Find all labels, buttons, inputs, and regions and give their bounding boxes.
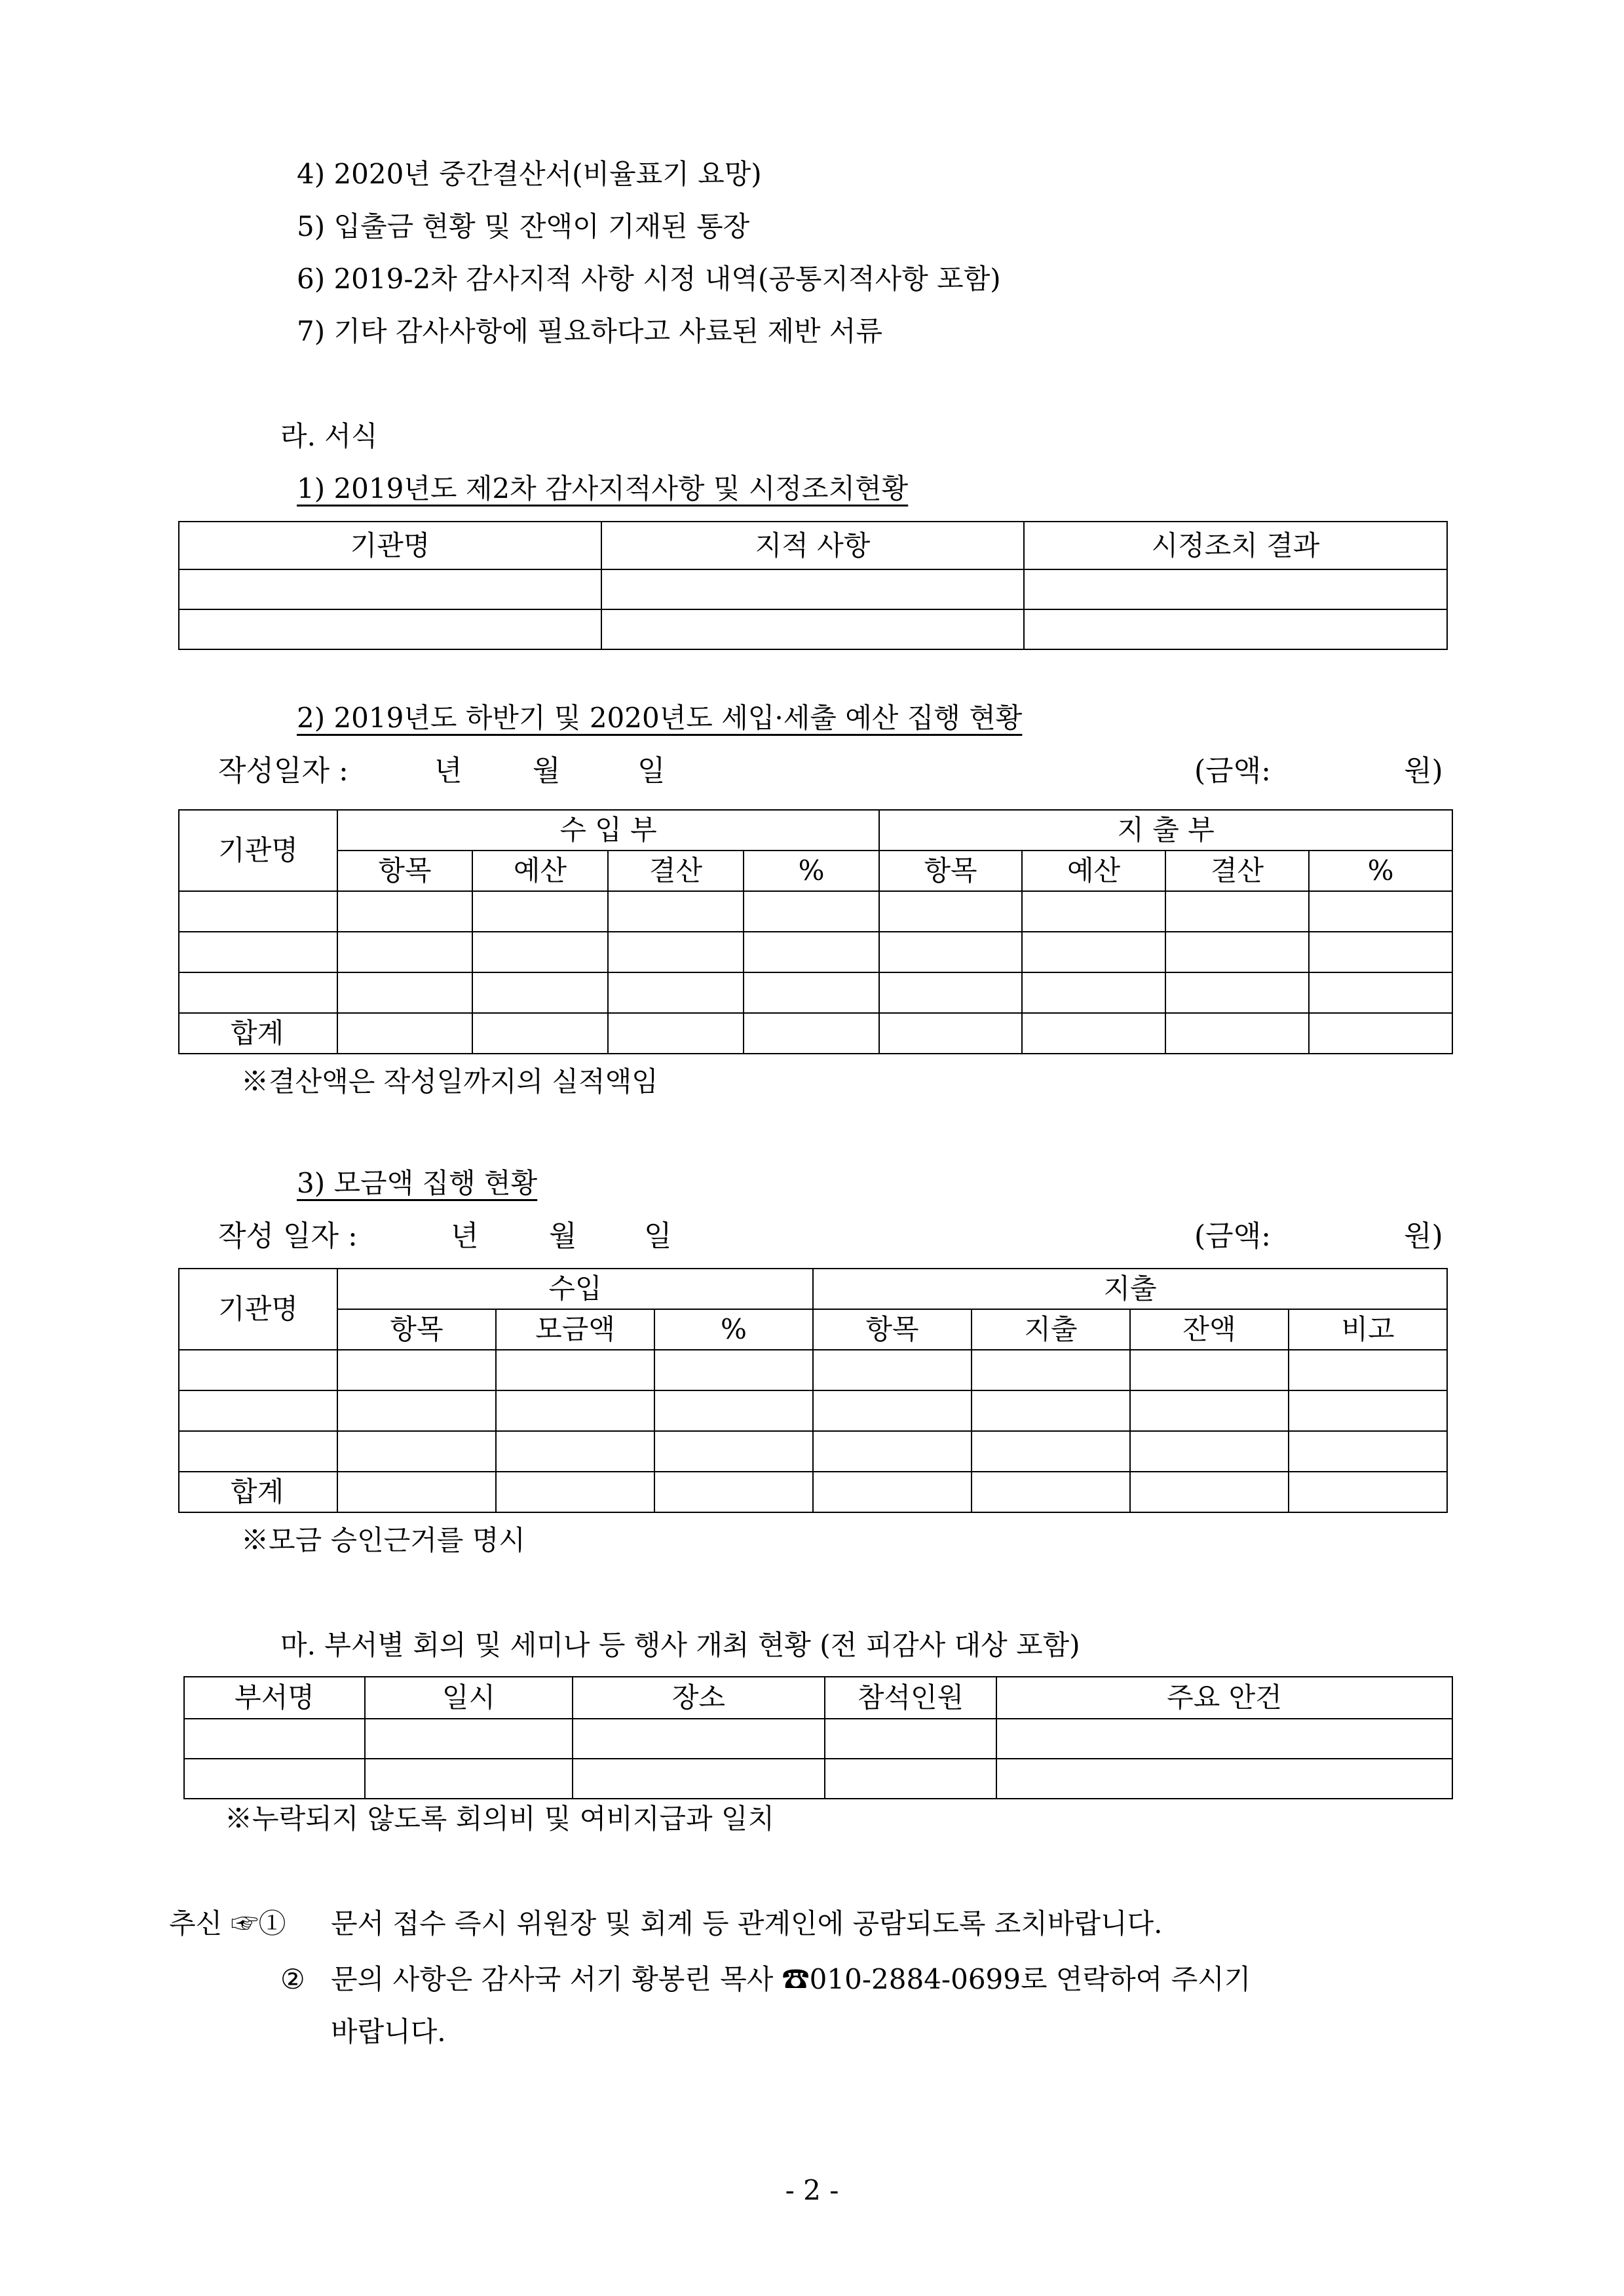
table-row xyxy=(179,972,1452,1013)
header-attendees: 참석인원 xyxy=(825,1677,996,1719)
table-row xyxy=(179,891,1452,932)
form3-year-label: 년 xyxy=(451,1219,479,1253)
header-findings: 지적 사항 xyxy=(601,522,1024,569)
subheader-budget: 예산 xyxy=(1022,851,1165,891)
form3-date-label: 작성 일자 : xyxy=(218,1219,358,1253)
form2-title: 2) 2019년도 하반기 및 2020년도 세입·세출 예산 집행 현황 xyxy=(297,702,1023,734)
form3-amount-label: (금액: xyxy=(1194,1219,1271,1253)
form2-day-label: 일 xyxy=(637,754,666,788)
requirement-item: 5) 입출금 현황 및 잔액이 기재된 통장 xyxy=(297,210,750,242)
form2-note: ※결산액은 작성일까지의 실적액임 xyxy=(241,1065,658,1098)
header-agenda: 주요 안건 xyxy=(996,1677,1452,1719)
subheader-item: 항목 xyxy=(813,1309,972,1350)
events-note: ※누락되지 않도록 회의비 및 여비지급과 일치 xyxy=(225,1803,775,1835)
header-department: 부서명 xyxy=(184,1677,365,1719)
subheader-expenditure: 지출 xyxy=(972,1309,1130,1350)
table-row xyxy=(184,1759,1452,1799)
subheader-percent: % xyxy=(744,851,879,891)
audit-correction-table xyxy=(178,521,1448,650)
form2-year-label: 년 xyxy=(434,754,463,788)
form2-month-label: 월 xyxy=(533,754,561,788)
requirement-item: 7) 기타 감사사항에 필요하다고 사료된 제반 서류 xyxy=(297,315,883,347)
table-row xyxy=(179,1390,1447,1431)
table-row xyxy=(179,932,1452,972)
table-row xyxy=(179,1431,1447,1472)
subheader-budget: 예산 xyxy=(472,851,608,891)
form3-note: ※모금 승인근거를 명시 xyxy=(241,1524,525,1556)
section-title-forms: 라. 서식 xyxy=(280,420,378,452)
header-correction-result: 시정조치 결과 xyxy=(1024,522,1447,569)
header-venue: 장소 xyxy=(573,1677,825,1719)
total-label: 합계 xyxy=(179,1472,337,1512)
budget-execution-table xyxy=(178,809,1453,1054)
section-title-events: 마. 부서별 회의 및 세미나 등 행사 개최 현황 (전 피감사 대상 포함) xyxy=(280,1629,1080,1661)
postscript-label: 추신 ☞① xyxy=(169,1907,286,1940)
postscript-marker2: ② xyxy=(280,1963,305,1995)
header-org: 기관명 xyxy=(179,522,601,569)
subheader-balance: 잔액 xyxy=(1130,1309,1289,1350)
form3-day-label: 일 xyxy=(644,1219,672,1253)
form3-title: 3) 모금액 집행 현황 xyxy=(297,1167,538,1199)
subheader-raised-amount: 모금액 xyxy=(496,1309,654,1350)
header-expense: 지 출 부 xyxy=(879,810,1452,851)
subheader-item: 항목 xyxy=(337,1309,496,1350)
total-label: 합계 xyxy=(179,1013,337,1054)
header-datetime: 일시 xyxy=(365,1677,573,1719)
subheader-settlement: 결산 xyxy=(608,851,744,891)
table-row xyxy=(179,609,1447,649)
table-row xyxy=(184,1719,1452,1759)
form2-amount-unit: 원) xyxy=(1404,754,1443,788)
subheader-percent: % xyxy=(654,1309,813,1350)
fundraising-execution-table xyxy=(178,1268,1448,1513)
table-row xyxy=(179,569,1447,609)
postscript-line1: 문서 접수 즉시 위원장 및 회계 등 관계인에 공람되도록 조치바랍니다. xyxy=(331,1907,1163,1940)
subheader-item: 항목 xyxy=(879,851,1022,891)
subheader-item: 항목 xyxy=(337,851,472,891)
page-number: - 2 - xyxy=(785,2174,839,2206)
event-status-table xyxy=(183,1676,1453,1799)
header-income: 수입 xyxy=(337,1269,813,1309)
postscript-line3: 바랍니다. xyxy=(331,2016,446,2048)
header-org: 기관명 xyxy=(179,810,337,891)
requirement-item: 6) 2019-2차 감사지적 사항 시정 내역(공통지적사항 포함) xyxy=(297,263,1001,295)
form3-amount-unit: 원) xyxy=(1404,1219,1443,1253)
subheader-percent: % xyxy=(1309,851,1452,891)
form2-date-label: 작성일자 : xyxy=(218,754,349,788)
header-income: 수 입 부 xyxy=(337,810,879,851)
postscript-line2: 문의 사항은 감사국 서기 황봉린 목사 ☎010-2884-0699로 연락하여 주시기 xyxy=(331,1963,1251,1995)
subheader-settlement: 결산 xyxy=(1165,851,1309,891)
header-expense: 지출 xyxy=(813,1269,1447,1309)
form2-amount-label: (금액: xyxy=(1194,754,1271,788)
header-org: 기관명 xyxy=(179,1269,337,1350)
form1-title: 1) 2019년도 제2차 감사지적사항 및 시정조치현황 xyxy=(297,472,909,505)
requirement-item: 4) 2020년 중간결산서(비율표기 요망) xyxy=(297,158,762,190)
table-row xyxy=(179,1350,1447,1390)
form3-month-label: 월 xyxy=(549,1219,577,1253)
subheader-remarks: 비고 xyxy=(1289,1309,1447,1350)
